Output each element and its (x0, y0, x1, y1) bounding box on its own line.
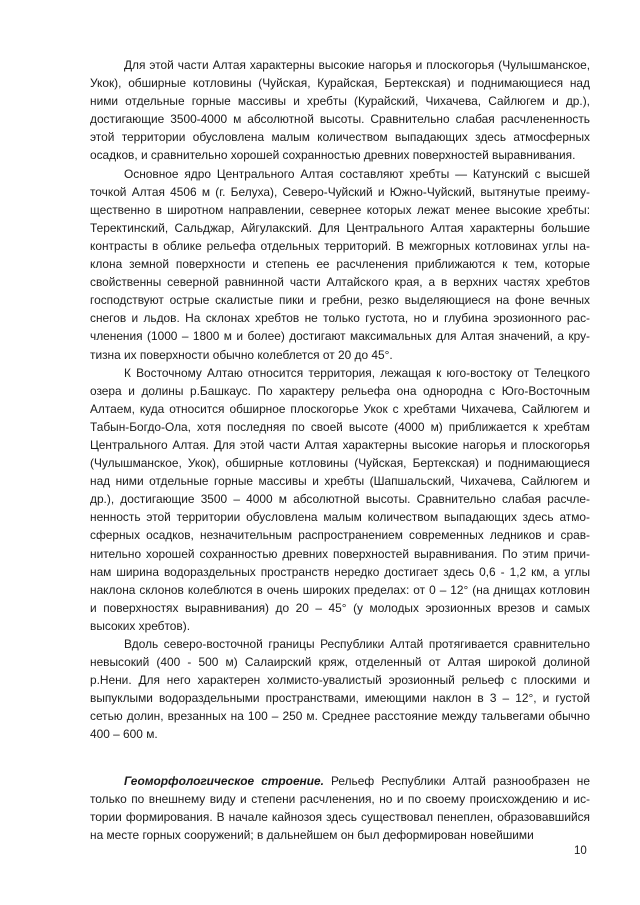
paragraph-central-altai: Основное ядро Центрального Алтая составляют хребты — Катунский с высшей точкой Алтая 4506 м (г. Белуха), Северо-Чуйский и Южно-Чуйский, вытянутые преимущественно в широтном направлении, севернее которых лежат менее высокие хребты: Теректинский, Сальджар, Айгулакский. Для Центрального Алтая характерны большие контрасты в облике рельефа отдельных территорий. В межгорных котловинах углы наклона земной поверхности и степень ее расчленения приближаются к тем, которые свойственны северной равнинной части Алтайского края, а в верхних частях хребтов господствуют острые скалистые пики и гребни, резко выделяющиеся на фоне вечных снегов и льдов. На склонах хребтов не только густота, но и глубина эрозионного расчленения (1000 – 1800 м и более) достигают максимальных для Алтая значений, а крутизна их поверхности обычно колеблется от 20 до 45°. (90, 166, 590, 362)
section-text: Рельеф Республики Алтай разнообразен не только по внешнему виду и степени расчленения, но и по своему происхождению и истории формирования. В начале кайнозоя здесь существовал пенеплен, образовавшийся на месте горных сооружений; в дальнейшем он был деформирован новейшими (90, 773, 590, 842)
page-number: 10 (574, 845, 587, 857)
paragraph-salair-ridge: Вдоль северо-восточной границы Республики Алтай протягивается сравнительно невысокий (400 - 500 м) Салаирский кряж, отделенный от Алтая широкой долиной р.Нени. Для него характерен холмисто-увалистый эрозионный рельеф с плоскими и выпуклыми водораздельными пространствами, имеющими наклон в 3 – 12°, и густой сетью долин, врезанных на 100 – 250 м. Среднее расстояние между тальвегами обычно 400 – 600 м. (90, 637, 590, 742)
paragraph-southeast-altai: Для этой части Алтая характерны высокие нагорья и плоскогорья (Чулышманское, Укок), обширные котловины (Чуйская, Курайская, Бертекская) и поднимающиеся над ними отдельные горные массивы и хребты (Курайский, Чихачева, Сайлюгем и др.), достигающие 3500-4000 м абсолютной высоты. Сравнительно слабая расчлененность этой территории обусловлена малым количеством выпадающих здесь атмосферных осадков, и сравнительно хорошей сохранностью древних поверхностей выравнивания. (90, 58, 590, 163)
section-heading: Геоморфологическое строение. (124, 773, 324, 788)
paragraph-geomorphology (90, 772, 590, 844)
document-page (90, 56, 590, 844)
paragraph-eastern-altai: К Восточному Алтаю относится территория, лежащая к юго-востоку от Телецкого озера и долины р.Башкаус. По характеру рельефа она однородна с Юго-Восточным Алтаем, куда относится обширное плоскогорье Укок с хребтами Чихачева, Сайлюгем и Табын-Богдо-Ола, хотя последняя по своей высоте (4000 м) приближается к хребтам Центрального Алтая. Для этой части Алтая характерны высокие нагорья и плоскогорья (Чулышманское, Укок), обширные котловины (Чуйская, Бертекская) и поднимающиеся над ними отдельные горные массивы и хребты (Шапшальский, Чихачева, Сайлюгем и др.), достигающие 3500 – 4000 м абсолютной высоты. Сравнительно слабая расчлененность этой территории обусловлена малым количеством выпадающих здесь атмосферных осадков, незначительным распространением современных ледников и сравнительно хорошей сохранностью древних поверхностей выравнивания. По этим причинам ширина водораздельных пространств нередко достигает здесь 0,6 - 1,2 км, а углы наклона склонов колеблются в очень широких пределах: от 0 – 12° (на днищах котловин и поверхностях выравнивания) до 20 – 45° (у молодых эрозионных врезов и самых высоких хребтов). (90, 365, 590, 633)
